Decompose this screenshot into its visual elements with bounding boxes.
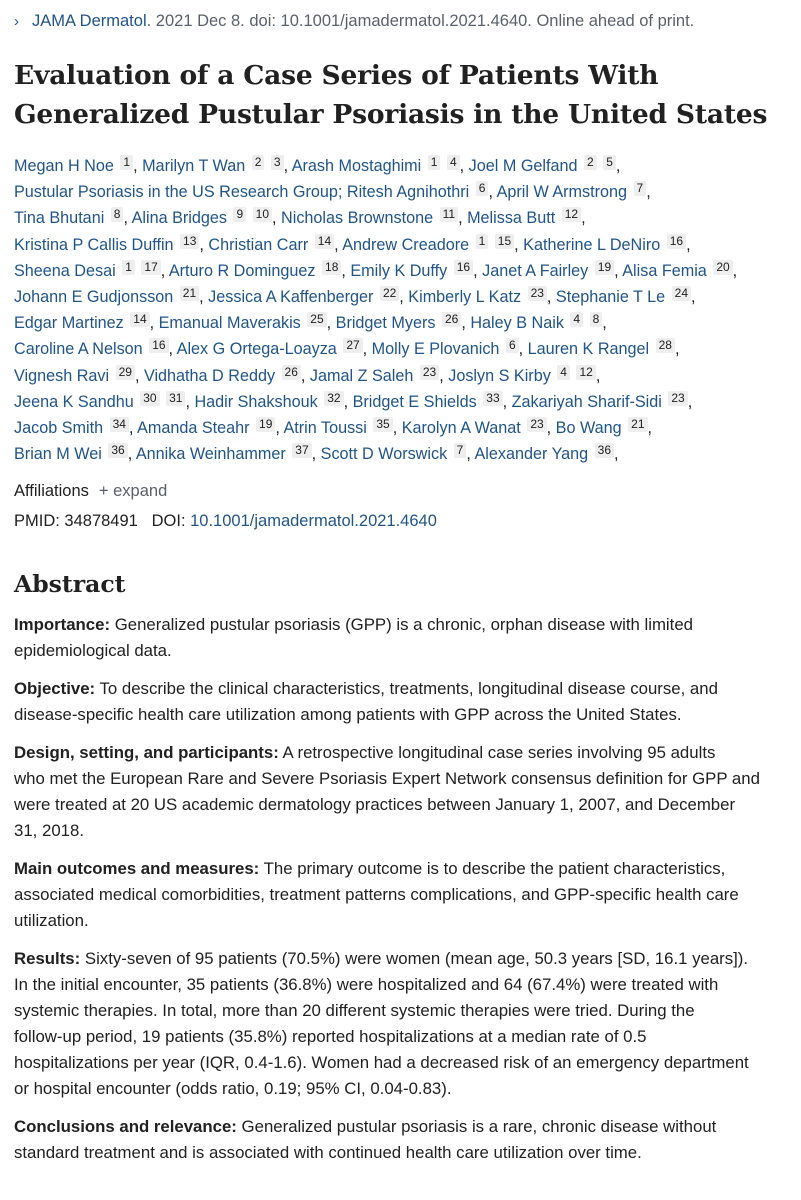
abstract-section: [14, 856, 789, 934]
author-link[interactable]: Zakariyah Sharif-Sidi: [511, 392, 662, 411]
affiliations-label: Affiliations: [14, 482, 89, 500]
affiliation-number[interactable]: 6: [476, 181, 489, 196]
abstract-line: [14, 792, 789, 818]
doi-link[interactable]: 10.1001/jamadermatol.2021.4640: [190, 512, 437, 530]
authors-line: Jeena K Sandhu 30 31 , Hadir Shakshouk 32 , Bridget E Shields 33 , Zakariyah Sharif-Sidi 23 ,: [14, 390, 693, 411]
author-link[interactable]: Karolyn A Wanat: [401, 418, 521, 437]
abstract-line: [14, 818, 789, 844]
abstract-text: hospitalizations per year (IQR, 0.4-1.6). Women had a decreased risk of an emergency department: [14, 1053, 749, 1072]
affiliation-number[interactable]: 21: [180, 286, 199, 301]
affiliation-number[interactable]: 1: [476, 234, 489, 249]
abstract-text: associated medical comorbidities, treatment patterns complications, and GPP-specific health care: [14, 885, 739, 904]
author-link[interactable]: Tina Bhutani: [14, 209, 105, 228]
pmid: PMID: 34878491: [14, 512, 138, 530]
affiliation-number[interactable]: 6: [506, 338, 519, 353]
authors-line: Jacob Smith 34 , Amanda Steahr 19 , Atrin Toussi 35 , Karolyn A Wanat 23 , Bo Wang 21 ,: [14, 416, 653, 437]
abstract-line: [14, 676, 789, 702]
affiliation-number[interactable]: 8: [590, 312, 603, 327]
article-title-line: Generalized Pustular Psoriasis in the United States: [14, 99, 768, 130]
abstract-text: follow-up period, 19 patients (35.8%) reported hospitalizations at a median rate of 0.5: [14, 1027, 647, 1046]
abstract-section: [14, 1114, 789, 1166]
affiliation-number[interactable]: 34: [110, 417, 129, 432]
affiliation-number[interactable]: 20: [713, 260, 732, 275]
author-link[interactable]: Jacob Smith: [14, 418, 104, 437]
abstract-text: were treated at 20 US academic dermatology practices between January 1, 2007, and December: [14, 795, 736, 814]
abstract-section-label: Main outcomes and measures:: [14, 859, 260, 878]
affiliation-number[interactable]: 22: [380, 286, 399, 301]
author-link[interactable]: Johann E Gudjonsson: [14, 287, 174, 306]
affiliation-number[interactable]: 28: [656, 338, 675, 353]
author-link[interactable]: Joslyn S Kirby: [448, 366, 551, 385]
author-link[interactable]: Melissa Butt: [467, 209, 556, 228]
abstract-text: utilization.: [14, 911, 89, 930]
abstract-text: In the initial encounter, 35 patients (36.8%) were hospitalized and 64 (67.4%) were treated with: [14, 975, 719, 994]
author-link[interactable]: Janet A Fairley: [482, 261, 589, 280]
authors-line: Pustular Psoriasis in the US Research Group; Ritesh Agnihothri 6 , April W Armstrong 7 ,: [14, 181, 651, 202]
abstract-text: Sixty-seven of 95 patients (70.5%) were women (mean age, 50.3 years [SD, 16.1 years]).: [80, 949, 749, 968]
affiliation-number[interactable]: 27: [343, 338, 362, 353]
abstract-text: who met the European Rare and Severe Psoriasis Expert Network consensus definition for GPP and: [14, 769, 760, 788]
journal-link[interactable]: JAMA Dermatol: [32, 12, 147, 30]
author-link[interactable]: Amanda Steahr: [137, 418, 250, 437]
abstract-section-label: Conclusions and relevance:: [14, 1117, 237, 1136]
author-link[interactable]: Annika Weinhammer: [135, 445, 286, 464]
author-link[interactable]: Jamal Z Saleh: [309, 366, 414, 385]
abstract-section-label: Results:: [14, 949, 81, 968]
abstract-text: or hospital encounter (odds ratio, 0.19; 95% CI, 0.04-0.83).: [14, 1079, 452, 1098]
author-link[interactable]: Alexander Yang: [474, 445, 589, 464]
author-link[interactable]: Sheena Desai: [14, 261, 116, 280]
authors-line: Johann E Gudjonsson 21 , Jessica A Kaffenberger 22 , Kimberly L Katz 23 , Stephanie T Le 24 ,: [14, 285, 696, 306]
affiliation-number[interactable]: 5: [603, 155, 616, 170]
affiliation-number[interactable]: 17: [141, 260, 160, 275]
abstract-text: Generalized pustular psoriasis is a rare, chronic disease without: [236, 1117, 717, 1136]
affiliation-number[interactable]: 36: [108, 443, 127, 458]
affiliation-number[interactable]: 19: [256, 417, 275, 432]
abstract-line: [14, 1140, 789, 1166]
authors-line: Tina Bhutani 8 , Alina Bridges 9 10 , Nicholas Brownstone 11 , Melissa Butt 12 ,: [14, 207, 586, 228]
author-link[interactable]: Bridget Myers: [335, 314, 436, 333]
affiliation-number[interactable]: 33: [483, 391, 502, 406]
author-link[interactable]: Bo Wang: [555, 418, 622, 437]
author-link[interactable]: Bridget E Shields: [352, 392, 477, 411]
abstract-line: [14, 972, 789, 998]
abstract-line: [14, 702, 789, 728]
affiliation-number[interactable]: 13: [180, 234, 199, 249]
affiliation-number[interactable]: 37: [292, 443, 311, 458]
authors-line: Vignesh Ravi 29 , Vidhatha D Reddy 26 , Jamal Z Saleh 23 , Joslyn S Kirby 4 12 ,: [14, 364, 601, 385]
abstract-section: [14, 676, 789, 728]
author-link[interactable]: Nicholas Brownstone: [281, 209, 434, 228]
affiliation-number[interactable]: 29: [116, 365, 135, 380]
affiliation-number[interactable]: 3: [271, 155, 284, 170]
abstract-line: [14, 998, 789, 1024]
abstract-section: [14, 946, 789, 1102]
author-link[interactable]: Joel M Gelfand: [468, 157, 578, 175]
affiliation-number[interactable]: 8: [111, 207, 124, 222]
author-link[interactable]: Atrin Toussi: [283, 418, 367, 437]
affiliation-number[interactable]: 4: [570, 312, 583, 327]
affiliation-number[interactable]: 12: [562, 207, 581, 222]
author-link[interactable]: Hadir Shakshouk: [194, 392, 318, 411]
abstract-text: The primary outcome is to describe the patient characteristics,: [259, 859, 726, 878]
affiliation-number[interactable]: 12: [576, 365, 595, 380]
affiliation-number[interactable]: 7: [634, 181, 647, 196]
article-title-line: Evaluation of a Case Series of Patients With: [14, 60, 659, 91]
abstract-text: epidemiological data.: [14, 641, 172, 660]
affiliation-number[interactable]: 23: [420, 365, 439, 380]
affiliation-number[interactable]: 26: [442, 312, 461, 327]
abstract-text: Generalized pustular psoriasis (GPP) is a chronic, orphan disease with limited: [110, 615, 693, 634]
author-link[interactable]: Edgar Martinez: [14, 314, 124, 333]
abstract-heading: Abstract: [14, 570, 126, 598]
affiliation-number[interactable]: 9: [233, 207, 246, 222]
affiliation-number[interactable]: 2: [252, 155, 265, 170]
abstract-text: 31, 2018.: [14, 821, 84, 840]
author-link[interactable]: Alex G Ortega-Loayza: [176, 340, 337, 359]
affiliation-number[interactable]: 15: [495, 234, 514, 249]
doi-label: DOI:: [151, 512, 186, 530]
abstract-line: [14, 1050, 789, 1076]
author-link[interactable]: Lauren K Rangel: [527, 340, 650, 359]
abstract-line: [14, 946, 789, 972]
abstract-line: [14, 740, 789, 766]
abstract-line: [14, 882, 789, 908]
chevron-right-icon[interactable]: ›: [14, 13, 19, 30]
abstract-section-label: Objective:: [14, 679, 96, 698]
abstract-line: [14, 612, 789, 638]
affiliation-number[interactable]: 16: [667, 234, 686, 249]
authors-line: Sheena Desai 1 17 , Arturo R Dominguez 18 , Emily K Duffy 16 , Janet A Fairley 19 , Alisa Femia 20 ,: [14, 259, 738, 280]
author-link[interactable]: Haley B Naik: [470, 314, 564, 333]
author-link[interactable]: Andrew Creadore: [342, 235, 470, 254]
author-link[interactable]: Katherine L DeNiro: [523, 235, 661, 254]
authors-line: Edgar Martinez 14 , Emanual Maverakis 25 , Bridget Myers 26 , Haley B Naik 4 8 ,: [14, 312, 607, 333]
abstract-line: [14, 1114, 789, 1140]
author-link[interactable]: Vidhatha D Reddy: [143, 366, 276, 385]
abstract-text: A retrospective longitudinal case series involving 95 adults: [278, 743, 716, 762]
authors-line: Megan H Noe 1 , Marilyn T Wan 2 3 , Arash Mostaghimi 1 4 , Joel M Gelfand 2 5 ,: [14, 155, 621, 175]
author-link[interactable]: Arash Mostaghimi: [291, 157, 422, 175]
affiliation-number[interactable]: 10: [253, 207, 272, 222]
affiliation-number[interactable]: 30: [140, 391, 159, 406]
abstract-line: [14, 1076, 789, 1102]
affiliation-number[interactable]: 23: [668, 391, 687, 406]
author-link[interactable]: Jessica A Kaffenberger: [208, 287, 374, 306]
affiliation-number[interactable]: 23: [527, 417, 546, 432]
affiliation-number[interactable]: 7: [454, 443, 467, 458]
identifiers: [14, 512, 437, 531]
author-link[interactable]: Alisa Femia: [622, 261, 707, 280]
author-link[interactable]: Christian Carr: [208, 235, 309, 254]
abstract-body: [14, 612, 789, 1178]
abstract-section-label: Importance:: [14, 615, 111, 634]
affiliation-number[interactable]: 1: [428, 155, 441, 170]
authors-list: [14, 153, 789, 467]
affiliation-number[interactable]: 16: [149, 338, 168, 353]
author-link[interactable]: Vignesh Ravi: [14, 366, 110, 385]
affiliation-number[interactable]: 14: [130, 312, 149, 327]
affiliation-number[interactable]: 24: [672, 286, 691, 301]
expand-button[interactable]: + expand: [98, 482, 168, 500]
affiliations-toggle[interactable]: [14, 482, 167, 501]
author-link[interactable]: Marilyn T Wan: [142, 157, 246, 175]
abstract-line: [14, 766, 789, 792]
authors-line: Kristina P Callis Duffin 13 , Christian Carr 14 , Andrew Creadore 1 15 , Katherine L DeNiro 16 ,: [14, 233, 691, 254]
article-title: [14, 56, 784, 134]
author-link[interactable]: Pustular Psoriasis in the US Research Group; Ritesh Agnihothri: [14, 183, 470, 202]
affiliation-number[interactable]: 35: [373, 417, 392, 432]
abstract-section-label: Design, setting, and participants:: [14, 743, 279, 762]
author-link[interactable]: Jeena K Sandhu: [14, 392, 134, 411]
affiliation-number[interactable]: 4: [447, 155, 460, 170]
citation-line: [14, 12, 694, 31]
affiliation-number[interactable]: 23: [528, 286, 547, 301]
citation-details: . 2021 Dec 8. doi: 10.1001/jamadermatol.2021.4640. Online ahead of print.: [146, 12, 695, 30]
affiliation-number[interactable]: 31: [166, 391, 185, 406]
affiliation-number[interactable]: 18: [322, 260, 341, 275]
abstract-line: [14, 638, 789, 664]
affiliation-number[interactable]: 25: [307, 312, 326, 327]
author-link[interactable]: Brian M Wei: [14, 445, 102, 464]
authors-line: Caroline A Nelson 16 , Alex G Ortega-Loayza 27 , Molly E Plovanich 6 , Lauren K Rangel 28 ,: [14, 338, 680, 359]
abstract-text: standard treatment and is associated with continued health care utilization over time.: [14, 1143, 642, 1162]
abstract-text: disease-specific health care utilization among patients with GPP across the United States.: [14, 705, 682, 724]
affiliation-number[interactable]: 26: [282, 365, 301, 380]
abstract-section: [14, 740, 789, 844]
abstract-line: [14, 856, 789, 882]
author-link[interactable]: Scott D Worswick: [320, 445, 448, 464]
abstract-text: To describe the clinical characteristics, treatments, longitudinal disease course, and: [95, 679, 718, 698]
author-link[interactable]: Arturo R Dominguez: [168, 261, 316, 280]
affiliation-number[interactable]: 14: [315, 234, 334, 249]
affiliation-number[interactable]: 1: [122, 260, 135, 275]
affiliation-number[interactable]: 1: [120, 155, 133, 170]
affiliation-number[interactable]: 2: [584, 155, 597, 170]
affiliation-number[interactable]: 19: [595, 260, 614, 275]
abstract-section: [14, 612, 789, 664]
author-link[interactable]: Megan H Noe: [14, 157, 114, 175]
author-link[interactable]: Kristina P Callis Duffin: [14, 235, 174, 254]
author-link[interactable]: Emily K Duffy: [350, 261, 448, 280]
affiliation-number[interactable]: 21: [628, 417, 647, 432]
abstract-text: systemic therapies. In total, more than 20 different systemic therapies were tried. During the: [14, 1001, 695, 1020]
affiliation-number[interactable]: 4: [557, 365, 570, 380]
author-link[interactable]: Alina Bridges: [131, 209, 227, 228]
author-link[interactable]: Kimberly L Katz: [408, 287, 522, 306]
affiliation-number[interactable]: 16: [454, 260, 473, 275]
author-link[interactable]: Caroline A Nelson: [14, 340, 143, 359]
affiliation-number[interactable]: 32: [324, 391, 343, 406]
author-link[interactable]: April W Armstrong: [496, 183, 627, 202]
author-link[interactable]: Emanual Maverakis: [158, 314, 301, 333]
author-link[interactable]: Stephanie T Le: [555, 287, 666, 306]
affiliation-number[interactable]: 36: [595, 443, 614, 458]
abstract-line: [14, 1024, 789, 1050]
author-link[interactable]: Molly E Plovanich: [371, 340, 500, 359]
authors-line: Brian M Wei 36 , Annika Weinhammer 37 , Scott D Worswick 7 , Alexander Yang 36 ,: [14, 443, 619, 464]
abstract-line: [14, 908, 789, 934]
affiliation-number[interactable]: 11: [440, 207, 458, 222]
